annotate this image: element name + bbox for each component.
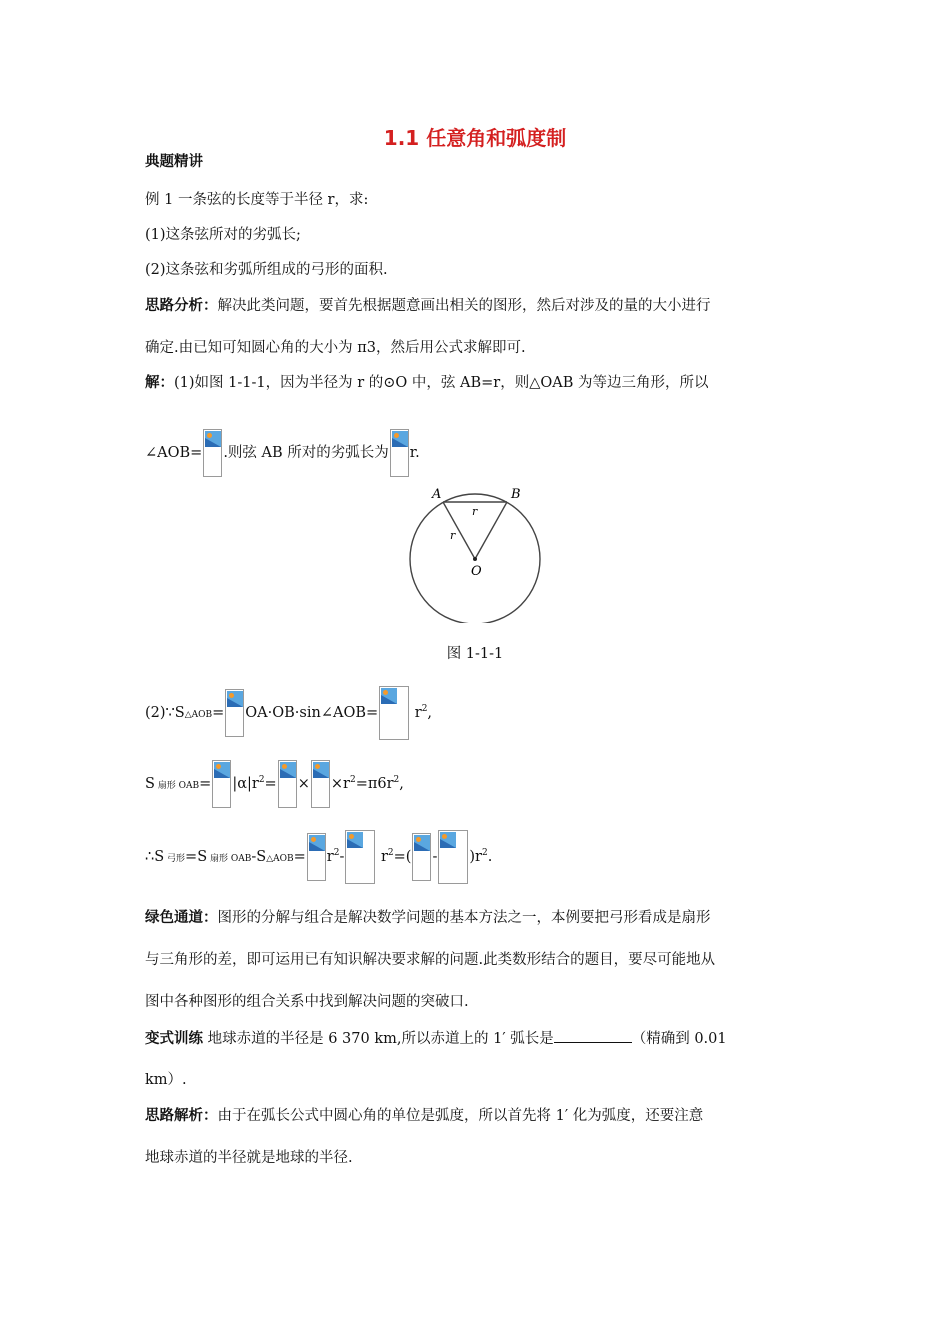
- broken-image-icon: [313, 762, 329, 778]
- center-point: [473, 557, 477, 561]
- answer-blank: [554, 1028, 632, 1043]
- formula-image-placeholder: [307, 833, 326, 881]
- formula-image-placeholder: [311, 760, 330, 808]
- label-o: O: [471, 564, 482, 579]
- broken-image-icon: [381, 688, 397, 704]
- green-line2: 与三角形的差，即可运用已有知识解决要求解的问题.此类数形结合的题目，要尽可能地从: [145, 952, 716, 968]
- broken-image-icon: [227, 691, 243, 707]
- analysis2-line2: 地球赤道的半径就是地球的半径.: [145, 1150, 353, 1166]
- label-b: B: [511, 487, 521, 502]
- radius-ob: [475, 502, 507, 559]
- solution-line2: ∠AOB= .则弦 AB 所对的劣弧长为 r.: [145, 429, 810, 477]
- variant-label: 变式训练: [145, 1031, 203, 1047]
- example-statement: 例 1 一条弦的长度等于半径 r，求:: [145, 192, 369, 208]
- label-a: A: [432, 487, 442, 502]
- formula-image-placeholder: [212, 760, 231, 808]
- circle-figure: [405, 483, 545, 623]
- analysis2-label: 思路解析：: [145, 1108, 218, 1124]
- broken-image-icon: [214, 762, 230, 778]
- green-label: 绿色通道：: [145, 910, 218, 926]
- formula-image-placeholder: [345, 830, 375, 884]
- broken-image-icon: [309, 835, 325, 851]
- broken-image-icon: [205, 431, 221, 447]
- formula-image-placeholder: [278, 760, 297, 808]
- solution-line1: 解：(1)如图 1-1-1，因为半径为 r 的⊙O 中，弦 AB=r，则△OAB 为等边三角形，所以: [145, 375, 709, 391]
- solution-label: 解：: [145, 375, 174, 391]
- formula-image-placeholder: [438, 830, 468, 884]
- formula-image-placeholder: [203, 429, 222, 477]
- section-heading: 典题精讲: [145, 154, 203, 170]
- variant-line2: km）.: [145, 1072, 187, 1088]
- analysis-line2: 确定.由已知可知圆心角的大小为 π3，然后用公式求解即可.: [145, 340, 526, 356]
- broken-image-icon: [440, 832, 456, 848]
- variant-line1: 变式训练 地球赤道的半径是 6 370 km,所以赤道上的 1′ 弧长是 （精确到 0.01: [145, 1028, 810, 1049]
- formula-image-placeholder: [379, 686, 409, 740]
- figure-caption: 图 1-1-1: [446, 646, 504, 662]
- page-title: 1.1 任意角和弧度制: [383, 126, 567, 150]
- label-r-radius: r: [450, 529, 456, 542]
- label-r-chord: r: [472, 505, 478, 518]
- analysis-label: 思路分析：: [145, 298, 218, 314]
- formula-image-placeholder: [390, 429, 409, 477]
- green-line1: 绿色通道：图形的分解与组合是解决数学问题的基本方法之一，本例要把弓形看成是扇形: [145, 910, 711, 926]
- formula-image-placeholder: [412, 833, 431, 881]
- broken-image-icon: [392, 431, 408, 447]
- radius-oa: [443, 502, 475, 559]
- broken-image-icon: [280, 762, 296, 778]
- example-part1: (1)这条弦所对的劣弧长;: [145, 227, 301, 243]
- analysis-line1: 思路分析：解决此类问题，要首先根据题意画出相关的图形，然后对涉及的量的大小进行: [145, 298, 711, 314]
- solution-line4: S 扇形 OAB= $|\alpha|r^2=$ × $\times r^2=\pi 6r^2$,: [145, 760, 810, 810]
- broken-image-icon: [347, 832, 363, 848]
- analysis2-line1: 思路解析：由于在弧长公式中圆心角的单位是弧度，所以首先将 1′ 化为弧度，还要注意: [145, 1108, 704, 1124]
- broken-image-icon: [414, 835, 430, 851]
- formula-image-placeholder: [225, 689, 244, 737]
- solution-line5: ∴S 弓形=S 扇形 OAB-S△AOB= $r^2-$ $r^2=$( - )$r^2$.: [145, 830, 810, 886]
- example-part2: (2)这条弦和劣弧所组成的弓形的面积.: [145, 262, 388, 278]
- green-line3: 图中各种图形的组合关系中找到解决问题的突破口.: [145, 994, 469, 1010]
- solution-line3: (2)∵S△AOB= OA·OB·sin∠AOB= $r^2$,: [145, 686, 810, 742]
